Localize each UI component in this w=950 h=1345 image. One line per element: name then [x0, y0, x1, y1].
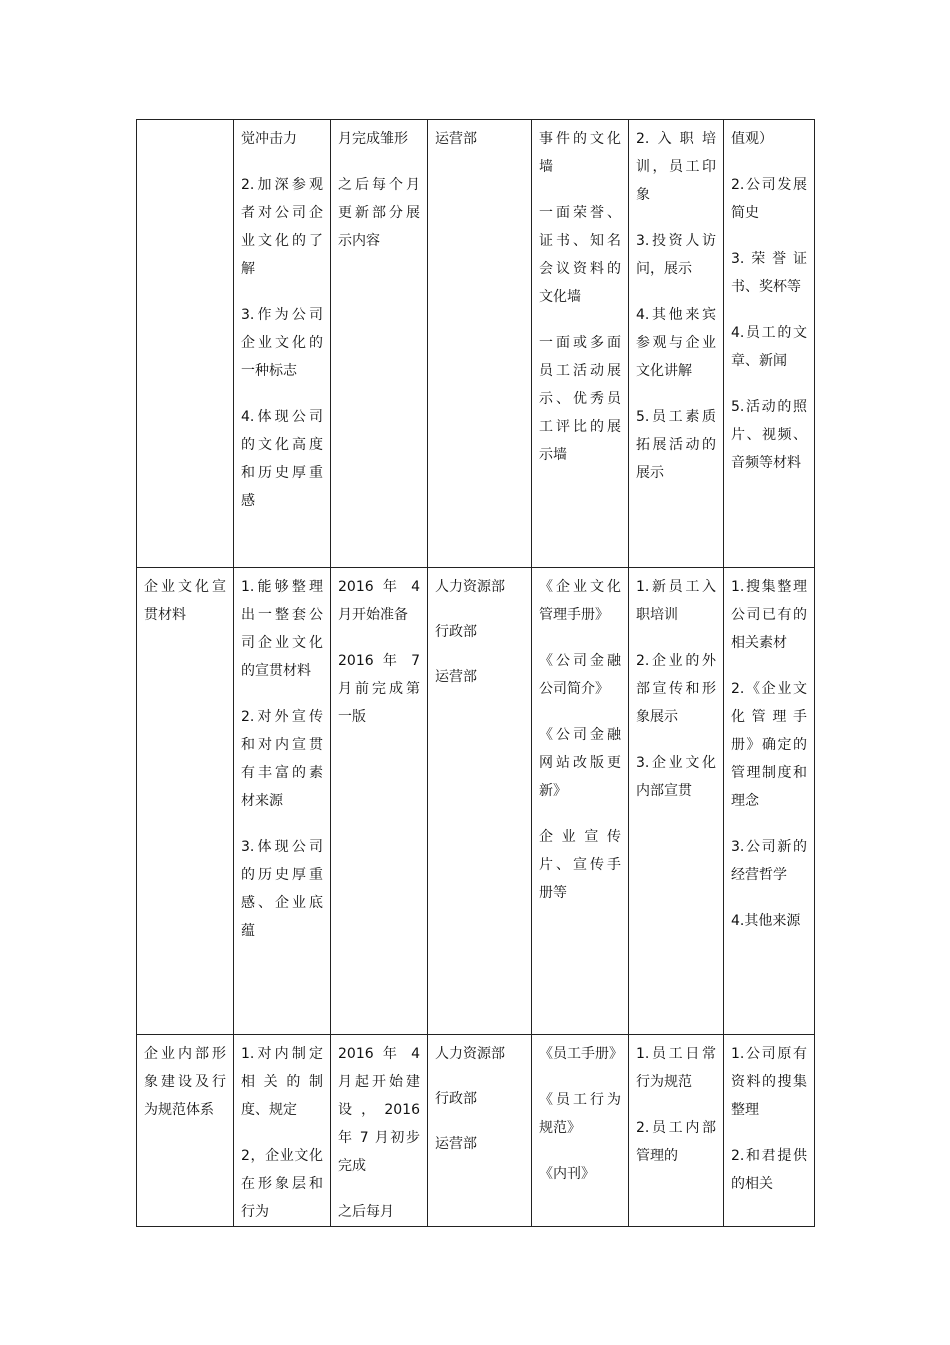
cell-paragraph: 3.体现公司的历史厚重感、企业底蕴	[241, 839, 323, 939]
cell-paragraph: 4.体现公司的文化高度和历史厚重感	[241, 409, 323, 509]
cell-paragraph: 运营部	[435, 131, 477, 147]
table-cell	[137, 568, 234, 1035]
cell-paragraph: 5.员工素质拓展活动的展示	[636, 409, 716, 481]
cell-paragraph: 运营部	[435, 1136, 477, 1152]
cell-paragraph: 之后每个月更新部分展示内容	[338, 177, 420, 249]
cell-paragraph: 2.《企业文化管理手册》确定的管理制度和理念	[731, 681, 807, 809]
table-cell	[331, 1035, 428, 1227]
cell-paragraph: 事件的文化墙	[539, 131, 621, 175]
cell-paragraph: 《内刊》	[539, 1166, 595, 1182]
cell-paragraph: 1.能够整理出一整套公司企业文化的宣贯材料	[241, 579, 323, 679]
table-cell	[629, 120, 724, 568]
table-cell	[532, 120, 629, 568]
table-cell	[428, 568, 532, 1035]
table-cell	[724, 568, 815, 1035]
cell-paragraph: 企业内部形象建设及行为规范体系	[144, 1046, 226, 1118]
cell-paragraph: 1.搜集整理公司已有的相关素材	[731, 579, 807, 651]
cell-paragraph: 4.其他来源	[731, 913, 801, 929]
cell-paragraph: 3.作为公司企业文化的一种标志	[241, 307, 323, 379]
table-cell	[234, 568, 331, 1035]
cell-paragraph: 月完成雏形	[338, 131, 408, 147]
table-row	[137, 1035, 815, 1227]
cell-paragraph: 2.和君提供的相关	[731, 1148, 807, 1192]
cell-paragraph: 《公司金融网站改版更新》	[539, 727, 621, 799]
table-cell	[331, 120, 428, 568]
cell-paragraph: 觉冲击力	[241, 131, 297, 147]
cell-paragraph: 2016 年 7 月前完成第一版	[338, 653, 420, 725]
cell-paragraph: 1.员工日常行为规范	[636, 1046, 716, 1090]
table-cell	[428, 1035, 532, 1227]
cell-paragraph: 3.投资人访问，展示	[636, 233, 716, 277]
cell-paragraph: 行政部	[435, 624, 477, 640]
cell-paragraph: 《员工手册》	[539, 1046, 623, 1062]
cell-paragraph: 运营部	[435, 669, 477, 685]
cell-paragraph: 一面荣誉、证书、知名会议资料的文化墙	[539, 205, 621, 305]
cell-paragraph: 2.加深参观者对公司企业文化的了解	[241, 177, 323, 277]
cell-paragraph: 《公司金融公司简介》	[539, 653, 621, 697]
table-cell	[331, 568, 428, 1035]
cell-paragraph: 4.其他来宾参观与企业文化讲解	[636, 307, 716, 379]
cell-paragraph: 2016 年 4 月起开始建设，2016 年 7 月初步完成	[338, 1046, 420, 1174]
cell-paragraph: 1.公司原有资料的搜集整理	[731, 1046, 807, 1118]
cell-paragraph: 3.公司新的经营哲学	[731, 839, 807, 883]
cell-paragraph: 人力资源部	[435, 1046, 505, 1062]
table-cell	[234, 1035, 331, 1227]
table-cell	[137, 120, 234, 568]
cell-paragraph: 3.荣誉证书、奖杯等	[731, 251, 807, 295]
table-cell	[629, 568, 724, 1035]
table-cell	[629, 1035, 724, 1227]
cell-paragraph: 1.新员工入职培训	[636, 579, 716, 623]
cell-paragraph: 2.入职培训，员工印象	[636, 131, 716, 203]
cell-paragraph: 人力资源部	[435, 579, 505, 595]
cell-paragraph: 《企业文化管理手册》	[539, 579, 621, 623]
cell-paragraph: 1.对内制定相关的制度、规定	[241, 1046, 323, 1118]
cell-paragraph: 2.对外宣传和对内宣贯有丰富的素材来源	[241, 709, 323, 809]
table-cell	[137, 1035, 234, 1227]
cell-paragraph: 值观）	[731, 131, 773, 147]
cell-paragraph: 5.活动的照片、视频、音频等材料	[731, 399, 807, 471]
content-table	[136, 119, 815, 1227]
cell-paragraph: 之后每月	[338, 1204, 394, 1220]
cell-paragraph: 2，企业文化在形象层和行为	[241, 1148, 323, 1220]
table-cell	[532, 1035, 629, 1227]
cell-paragraph: 2.公司发展简史	[731, 177, 807, 221]
cell-paragraph: 2.企业的外部宣传和形象展示	[636, 653, 716, 725]
table-cell	[234, 120, 331, 568]
cell-paragraph: 企业文化宣贯材料	[144, 579, 226, 623]
cell-paragraph: 2016 年 4 月开始准备	[338, 579, 420, 623]
cell-paragraph: 行政部	[435, 1091, 477, 1107]
cell-paragraph: 2.员工内部管理的	[636, 1120, 716, 1164]
table-row	[137, 120, 815, 568]
cell-paragraph: 3.企业文化内部宣贯	[636, 755, 716, 799]
table-cell	[724, 1035, 815, 1227]
table-row	[137, 568, 815, 1035]
table-cell	[428, 120, 532, 568]
cell-paragraph: 一面或多面员工活动展示、优秀员工评比的展示墙	[539, 335, 621, 463]
table-cell	[532, 568, 629, 1035]
cell-paragraph: 4.员工的文章、新闻	[731, 325, 807, 369]
cell-paragraph: 企业宣传片、宣传手册等	[539, 829, 621, 901]
table-cell	[724, 120, 815, 568]
cell-paragraph: 《员工行为规范》	[539, 1092, 621, 1136]
